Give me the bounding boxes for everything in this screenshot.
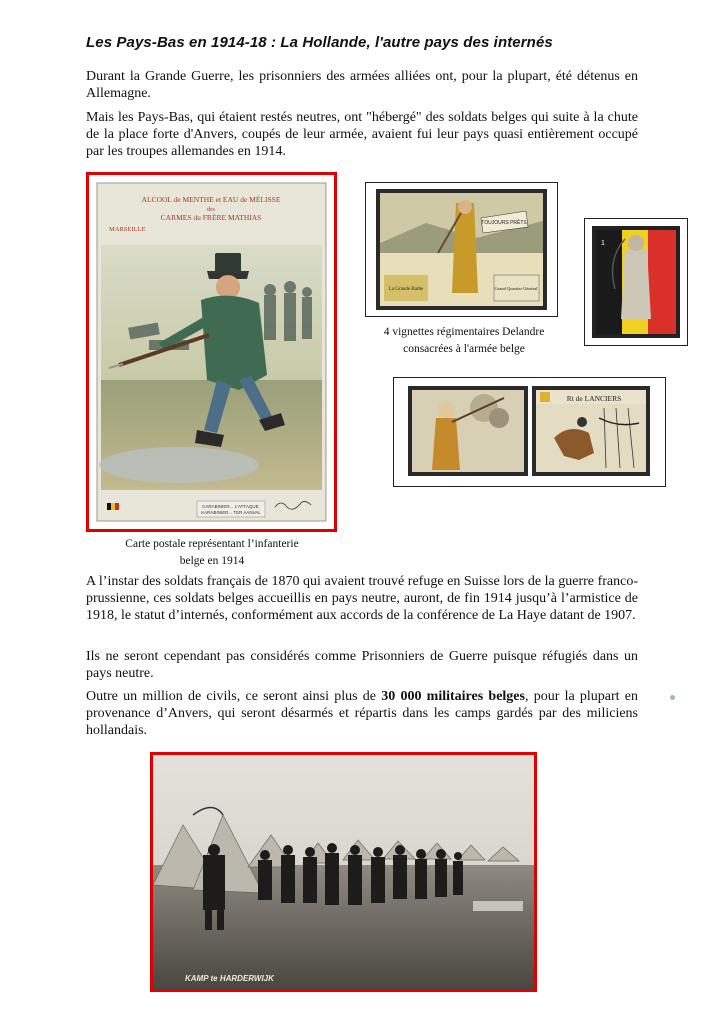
belgian-flag-icon <box>107 503 119 510</box>
neutral-paragraph: Mais les Pays-Bas, qui étaient restés neutres, ont "hébergé" des soldats belges qui suite à la chute de la place forte d'Anvers, coupés de leur armée, avaient fui leur pays quasi entièrement occupé par les troupes allemandes en 1914. <box>86 110 638 159</box>
page-title: Les Pays-Bas en 1914-18 : La Hollande, l'autre pays des internés <box>86 34 553 51</box>
vignette-1-right-label: Grand Quartier Général <box>494 286 538 291</box>
postcard-header-line4: MARSEILLE <box>109 226 146 233</box>
vignette-2-corner-mark: 1 <box>601 240 605 247</box>
postcard-footer-line2: KARABINIER... TER AANVAL <box>201 510 261 515</box>
vignette-4-title: Rt de LANCIERS <box>566 394 622 403</box>
postcard-caption-line1: Carte postale représentant l’infanterie <box>125 538 299 550</box>
margin-dot <box>670 695 675 700</box>
postcard-header-line1: ALCOOL de MENTHE et EAU de MÉLISSE <box>141 195 281 204</box>
vignettes-caption-line2: consacrées à l'armée belge <box>403 343 525 355</box>
postcard-frame <box>86 172 337 532</box>
postcard-caption-line2: belge en 1914 <box>179 555 245 567</box>
postcard-image <box>89 175 334 529</box>
vignette-1-banner: TOUJOURS PRÊTS <box>481 220 527 226</box>
postcard-header-line3: CARMES du FRÈRE MATHIAS <box>160 213 262 222</box>
vignette-frame-1 <box>365 182 558 317</box>
postcard-header-line2: des <box>207 207 215 213</box>
camp-photo-image <box>153 755 534 989</box>
vignette-frame-2 <box>584 218 688 346</box>
vignette-image-pair <box>394 378 665 486</box>
postcard-footer-line1: CARABINIER... L'ATTAQUE. <box>202 504 260 509</box>
status-paragraph: Ils ne seront cependant pas considérés comme Prisonniers de Guerre puisque réfugiés dans un pays neutre. <box>86 649 638 681</box>
numbers-paragraph-start: Outre un million de civils, ce seront ainsi plus de <box>86 689 382 704</box>
camp-photo-frame <box>150 752 537 992</box>
vignette-image-2 <box>585 219 687 345</box>
internment-paragraph: A l’instar des soldats français de 1870 qui avaient trouvé refuge en Suisse lors de la guerre franco-prussienne, ces soldats belges accueillis en pays neutre, auront, de fin 1914 jusqu’à l’armistice de 1918, le statut d’internés, conformément aux accords de la conférence de La Haye datant de 1907. <box>86 574 638 623</box>
numbers-paragraph <box>86 688 638 739</box>
intro-paragraph: Durant la Grande Guerre, les prisonniers des armées alliées ont, pour la plupart, été détenus en Allemagne. <box>86 69 638 101</box>
postcard-caption <box>96 536 328 570</box>
numbers-paragraph-end: , pour la plupart en provenance d’Anvers, qui seront désarmés et répartis dans les camps gardés par des miliciens hollandais. <box>86 689 638 738</box>
numbers-paragraph-bold: 30 000 militaires belges <box>381 689 525 704</box>
vignettes-caption <box>364 324 564 358</box>
vignettes-caption-line1: 4 vignettes régimentaires Delandre <box>383 326 545 338</box>
vignette-image-1 <box>366 183 557 316</box>
camp-photo-label: KAMP te HARDERWIJK <box>185 974 274 983</box>
vignette-frame-pair <box>393 377 666 487</box>
vignette-1-left-label: La Grande Barbe <box>388 287 424 292</box>
